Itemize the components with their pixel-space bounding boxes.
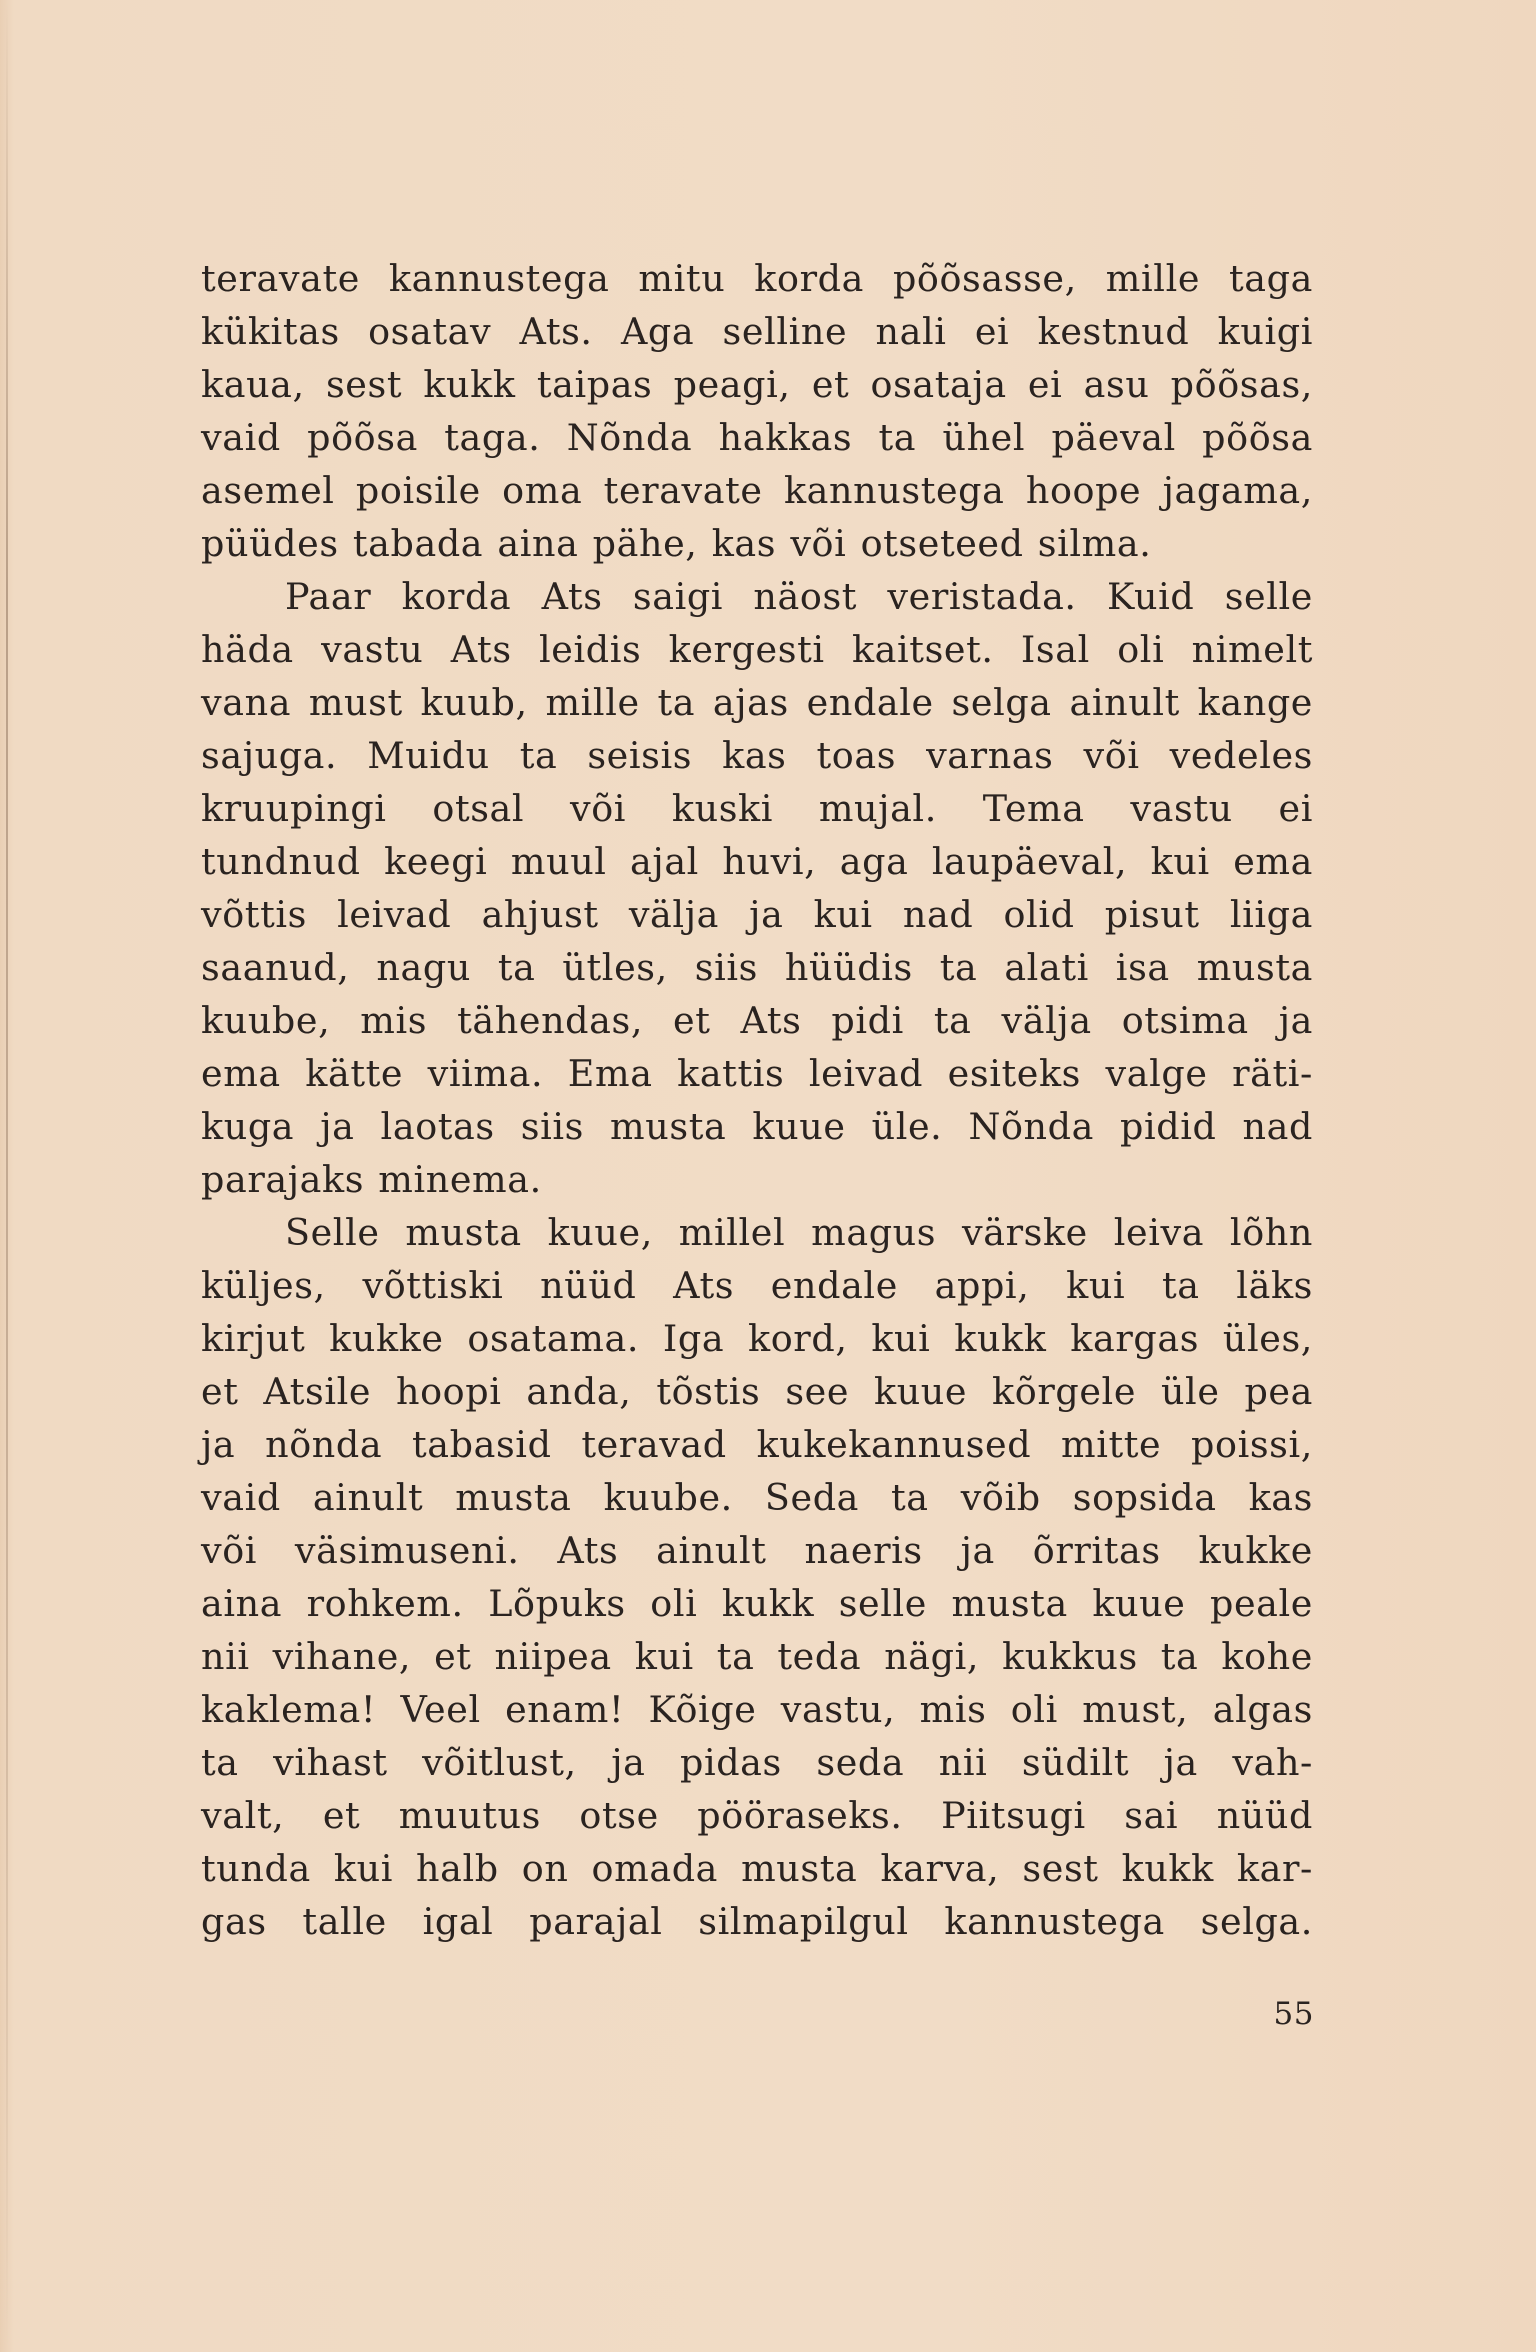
body-text — [201, 252, 1313, 1948]
text-line: et Atsile hoopi anda, tõstis see kuue kõrgele üle pea — [201, 1370, 1313, 1413]
text-line: küljes, võttiski nüüd Ats endale appi, kui ta läks — [201, 1264, 1313, 1307]
text-line: gas talle igal parajal silmapilgul kannustega selga. — [201, 1900, 1313, 1943]
text-line: saanud, nagu ta ütles, siis hüüdis ta alati isa musta — [201, 946, 1313, 989]
page-number: 55 — [1273, 1996, 1314, 2032]
text-line: ta vihast võitlust, ja pidas seda nii südilt ja vah- — [201, 1741, 1313, 1784]
text-line: kükitas osatav Ats. Aga selline nali ei kestnud kuigi — [201, 310, 1313, 353]
text-line: kruupingi otsal või kuski mujal. Tema vastu ei — [201, 787, 1313, 830]
text-line: vana must kuub, mille ta ajas endale selga ainult kange — [201, 681, 1313, 724]
text-line: valt, et muutus otse pööraseks. Piitsugi sai nüüd — [201, 1794, 1313, 1837]
text-line: häda vastu Ats leidis kergesti kaitset. Isal oli nimelt — [201, 628, 1313, 671]
text-line: tunda kui halb on omada musta karva, sest kukk kar- — [201, 1847, 1313, 1890]
text-line: kuga ja laotas siis musta kuue üle. Nõnda pidid nad — [201, 1105, 1313, 1148]
text-line: parajaks minema. — [201, 1158, 542, 1201]
text-line: võttis leivad ahjust välja ja kui nad olid pisut liiga — [201, 893, 1313, 936]
text-line: Selle musta kuue, millel magus värske leiva lõhn — [285, 1211, 1313, 1254]
text-line: või väsimuseni. Ats ainult naeris ja õrritas kukke — [201, 1529, 1313, 1572]
text-line: aina rohkem. Lõpuks oli kukk selle musta kuue peale — [201, 1582, 1313, 1625]
text-line: vaid ainult musta kuube. Seda ta võib sopsida kas — [201, 1476, 1313, 1519]
text-line: nii vihane, et niipea kui ta teda nägi, kukkus ta kohe — [201, 1635, 1313, 1678]
text-line: sajuga. Muidu ta seisis kas toas varnas või vedeles — [201, 734, 1313, 777]
text-line: teravate kannustega mitu korda põõsasse, mille taga — [201, 257, 1313, 300]
text-line: kaua, sest kukk taipas peagi, et osataja ei asu põõsas, — [201, 363, 1313, 406]
page-binding-edge — [6, 0, 8, 2352]
text-line: kirjut kukke osatama. Iga kord, kui kukk kargas üles, — [201, 1317, 1313, 1360]
text-line: vaid põõsa taga. Nõnda hakkas ta ühel päeval põõsa — [201, 416, 1313, 459]
text-line: asemel poisile oma teravate kannustega hoope jagama, — [201, 469, 1313, 512]
text-line: tundnud keegi muul ajal huvi, aga laupäeval, kui ema — [201, 840, 1313, 883]
text-line: püüdes tabada aina pähe, kas või otseteed silma. — [201, 522, 1152, 565]
text-line: Paar korda Ats saigi näost veristada. Kuid selle — [285, 575, 1313, 618]
text-line: kuube, mis tähendas, et Ats pidi ta välja otsima ja — [201, 999, 1313, 1042]
text-line: ema kätte viima. Ema kattis leivad esiteks valge räti- — [201, 1052, 1313, 1095]
text-line: kaklema! Veel enam! Kõige vastu, mis oli must, algas — [201, 1688, 1313, 1731]
text-line: ja nõnda tabasid teravad kukekannused mitte poissi, — [201, 1423, 1313, 1466]
